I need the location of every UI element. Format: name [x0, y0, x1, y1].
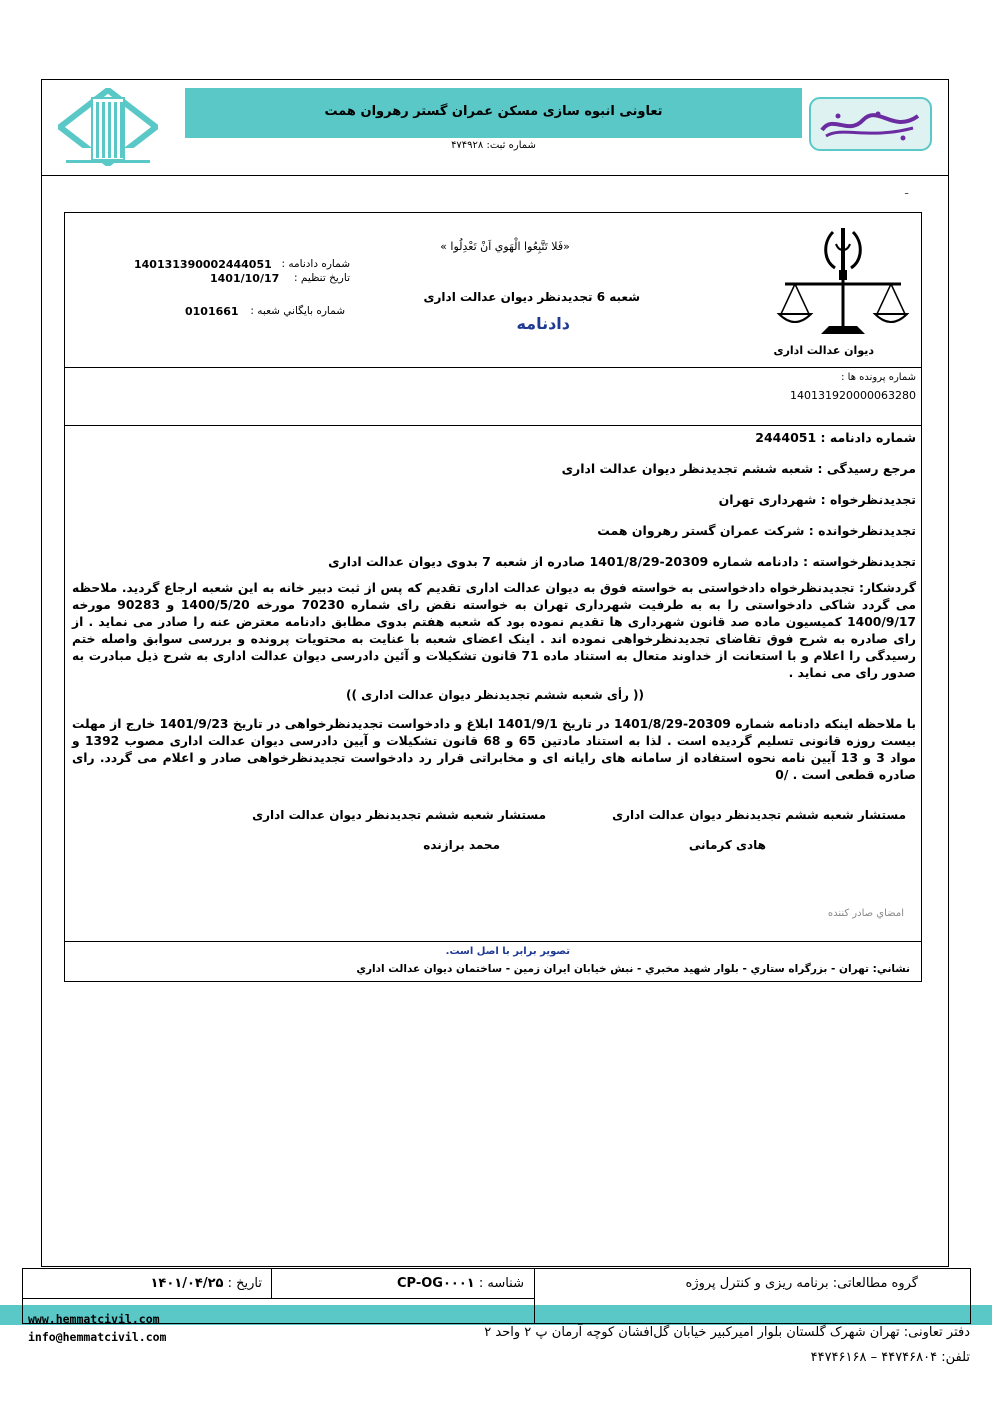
office-address: دفتر تعاونی: تهران شهرک گلستان بلوار امیرکبیر خیابان گل‌افشان کوچه آرمان پ ۲ واحد ۲ [484, 1325, 970, 1340]
signer-name: محمد برازنده [423, 838, 500, 852]
footer-divider [534, 1268, 535, 1324]
date-label [270, 272, 350, 288]
footer-divider [22, 1298, 535, 1299]
appellant: تجدیدنظرخواه : شهرداری تهران [718, 492, 916, 507]
certified-copy-note: تصوير برابر با اصل است. [445, 946, 570, 957]
footer-divider [271, 1268, 272, 1298]
signer-name: هادی کرمانی [688, 838, 766, 852]
quran-verse: «فَلا تَتَّبِعُوا الْهَوي اَنْ تَعْدِلُوا » [440, 240, 570, 253]
archive-number: 0101661 [185, 305, 239, 318]
ruling-heading: (( رأی شعبه ششم تجدیدنظر دیوان عدالت اداری )) [345, 688, 645, 702]
website-link[interactable]: www.hemmatcivil.com [28, 1312, 160, 1326]
footer-date [30, 1276, 262, 1291]
ruling-text: با ملاحظه اینکه دادنامه شماره 20309-1401/8/29 در تاریخ 1401/9/1 ابلاغ و دادخواست تجدیدنظرخواهی در تاریخ 1401/9/23 خارج از مهلت بیست روزه قانونی تسلیم گردیده است . لذا به استناد مادتین 65 و 68 قانون تشکیلات و آیین دادرسی دیوان عدالت اداری مصوب 1392 و مواد 3 و 13 آیین نامه نحوه استفاده از سامانه های رایانه ای و مخابراتی قرار رد دادخواست تجدیدنظرخواهی صادر و اعلام می گردد. رای صادره قطعی است . /0 [72, 717, 917, 782]
phone-numbers: تلفن: ۴۴۷۴۶۸۰۴ – ۴۴۷۴۶۱۶۸ [810, 1350, 970, 1365]
study-group: گروه مطالعاتی: برنامه ریزی و کنترل پروژه [685, 1276, 918, 1291]
calligraphy-logo-icon [808, 96, 933, 152]
building-logo-icon [58, 88, 158, 166]
verdict-number-line: شماره دادنامه : 2444051 [755, 430, 916, 445]
registration-number: شماره ثبت: ۴۷۴۹۲۸ [451, 140, 536, 151]
court-name: دیوان عدالت اداری [773, 344, 874, 357]
verdict-divider [64, 425, 922, 426]
meta-label: تاريخ تنظيم : [294, 272, 350, 284]
proceedings-report: گردشکار: تجدیدنظرخواه دادخواستی به خواسته فوق به دیوان عدالت اداری تقدیم که پس از ثبت دبیر خانه به این شعبه ارجاع گردید. ملاحظه می گردد شاکی دادخواستی را به به طرفیت شهرداری تهران به خواسته نقض رای شماره 70230 مورخه 1400/5/20 و 90283 مورخه 1400/9/17 کمیسیون ماده صد قانون شهرداری ها تقدیم نموده بود که شعبه هفتم بدوی مطابق دادنامه معترض عنه را صادر می نماید . از رای صادره به شرح فوق تقاضای تجدیدنظرخواهی نموده اند . اینک اعضای شعبه با عنایت به محتویات پرونده و بررسی سوابق واصله ختم رسیدگی را اعلام و با استعانت از خداوند متعال به استناد ماده 71 قانون تشکیلات و آئین دادرسی دیوان عدالت اداری به شرح ذیل مبادرت به صدور رای می نماید . [72, 581, 916, 680]
court-scales-emblem-icon [773, 222, 913, 340]
document-id-label: شناسه : [478, 1276, 524, 1291]
signer-title: مستشار شعبه ششم تجدیدنظر دیوان عدالت اداری [252, 808, 546, 822]
reviewing-authority: مرجع رسیدگی : شعبه ششم تجدیدنظر دیوان عدالت اداری [561, 461, 916, 476]
appealed-verdict: تجدیدنظرخواسته : دادنامه شماره 20309-1401/8/29 صادره از شعبه 7 بدوی دیوان عدالت اداری [328, 554, 916, 569]
page-mark: ـ [905, 184, 909, 197]
document-id [290, 1276, 524, 1291]
case-number-label: شماره پرونده ها : [841, 372, 916, 383]
signer-title: مستشار شعبه ششم تجدیدنظر دیوان عدالت اداری [612, 808, 906, 822]
footer-date-label: تاریخ : [227, 1276, 262, 1291]
branch-title: شعبه 6 تجدیدنظر دیوان عدالت اداری [423, 290, 640, 304]
verdict-divider [64, 941, 922, 942]
footer-date-value: ۱۴۰۱/۰۴/۲۵ [150, 1276, 224, 1291]
meta-label: شماره بايگاني شعبه : [250, 305, 345, 317]
document-id-value: CP-OG۰۰۰۱ [397, 1276, 475, 1291]
verdict-number: 140131390002444051 [134, 258, 272, 271]
court-address: نشاني: تهران - بزرگراه ستاري - بلوار شهيد مخبري - نبش خيابان ايران زمين - ساختمان ديوان عدالت اداري [356, 963, 910, 975]
email-link[interactable]: info@hemmatcivil.com [28, 1330, 167, 1344]
archive-label [245, 305, 345, 321]
issuer-signature-caption: امضاي صادر كننده [827, 908, 904, 919]
verdict-divider [64, 367, 922, 368]
case-number: 140131920000063280 [790, 389, 916, 402]
meta-label: شماره دادنامه : [281, 258, 350, 270]
document-type: دادنامه [516, 314, 570, 333]
header-divider [41, 175, 949, 176]
issue-date: 1401/10/17 [210, 272, 280, 285]
appellee: تجدیدنظرخوانده : شرکت عمران گستر رهروان همت [597, 523, 916, 538]
cooperative-name: تعاونی انبوه سازی مسکن عمران گستر رهروان همت [324, 104, 663, 119]
